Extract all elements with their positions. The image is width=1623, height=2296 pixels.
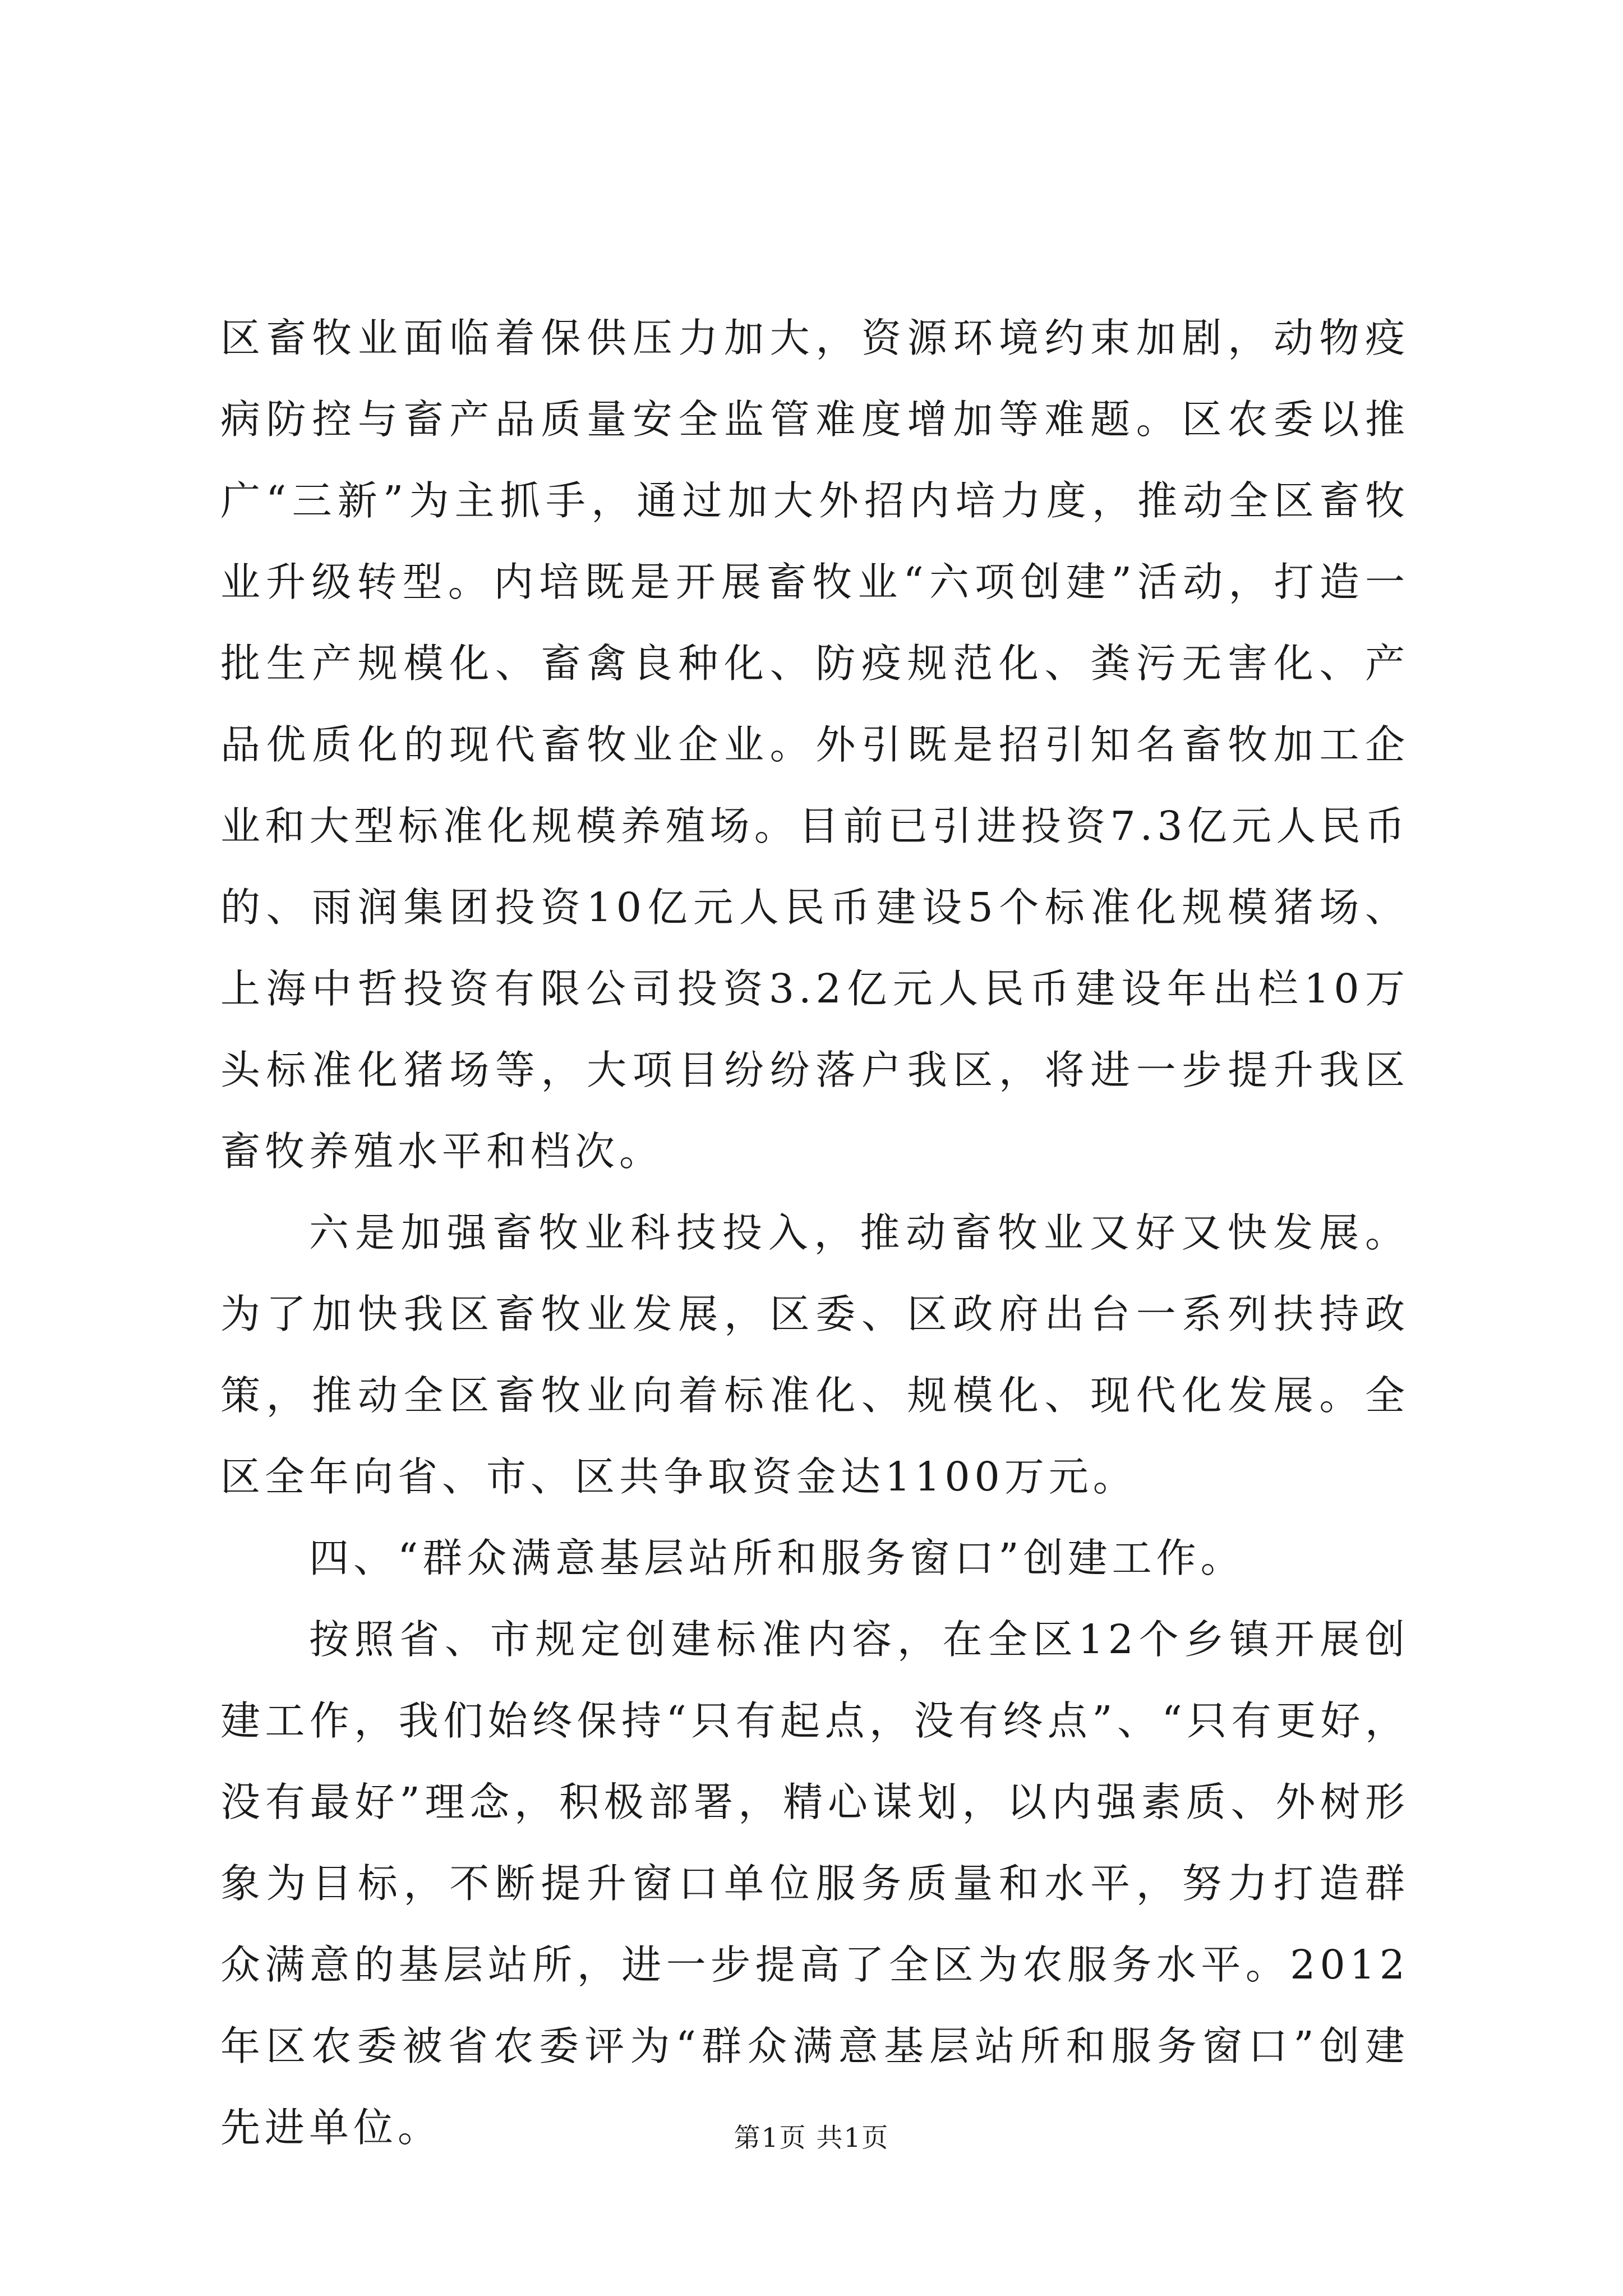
- paragraph-livestock-tech: 六是加强畜牧业科技投入，推动畜牧业又好又快发展。为了加快我区畜牧业发展，区委、区政府出台一系列扶持政策，推动全区畜牧业向着标准化、规模化、现代化发展。全区全年向省、市、区共争取资金达1100万元。: [220, 1209, 1409, 1500]
- section-heading-four: 四、“群众满意基层站所和服务窗口”创建工作。: [309, 1535, 1245, 1581]
- document-body: [220, 297, 1409, 2168]
- page-number-footer: 第1页 共1页: [734, 2123, 889, 2154]
- paragraph-continuation: 区畜牧业面临着保供压力加大，资源环境约束加剧，动物疫病防控与畜产品质量安全监管难度增加等难题。区农委以推广“三新”为主抓手，通过加大外招内培力度，推动全区畜牧业升级转型。内培既是开展畜牧业“六项创建”活动，打造一批生产规模化、畜禽良种化、防疫规范化、粪污无害化、产品优质化的现代畜牧业企业。外引既是招引知名畜牧加工企业和大型标准化规模养殖场。目前已引进投资7.3亿元人民币的、雨润集团投资10亿元人民币建设5个标准化规模猪场、上海中哲投资有限公司投资3.2亿元人民币建设年出栏10万头标准化猪场等，大项目纷纷落户我区，将进一步提升我区畜牧养殖水平和档次。: [220, 315, 1409, 1175]
- paragraph-service-window: 按照省、市规定创建标准内容，在全区12个乡镇开展创建工作，我们始终保持“只有起点，没有终点”、“只有更好，没有最好”理念，积极部署，精心谋划，以内强素质、外树形象为目标，不断提升窗口单位服务质量和水平，努力打造群众满意的基层站所，进一步提高了全区为农服务水平。2012年区农委被省农委评为“群众满意基层站所和服务窗口”创建先进单位。: [220, 1616, 1409, 2151]
